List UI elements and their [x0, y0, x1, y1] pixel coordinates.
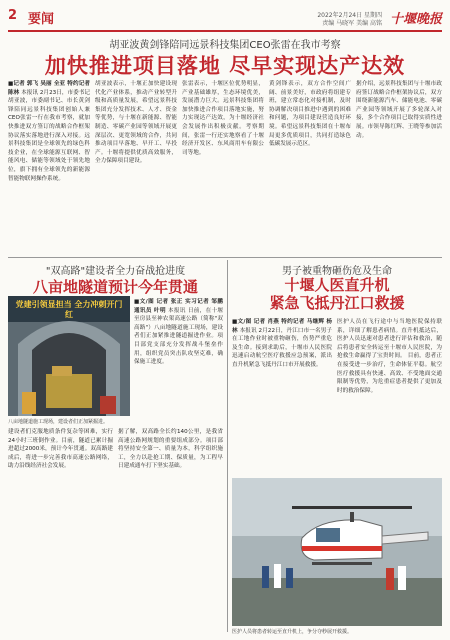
page-header — [8, 8, 442, 28]
helicopter-photo-drawing — [232, 478, 442, 626]
section-name: 要闻 — [28, 12, 55, 27]
story2-byline: ■文/图 记者 张正 实习记者 邹鹏 通讯员 叶明 — [134, 299, 223, 314]
helicopter-rescue-photo — [232, 478, 442, 626]
story3-photo-caption: 医护人员将患者转运至直升机上，争分夺秒展开救援。 — [232, 629, 353, 635]
story1-col1-text: 本报讯 2月23日，市委书记胡亚波，市委副书记、市长黄剑锋陪同远景科技集团创始人兼CEO张雷一行在我市考察，就加快推进双方签订的战略合作框架协议落实落地进行深入对接。远景科技集团是全球领先的绿色科技企业，在全球能源互联网、智能风电、储能等领域处于领先地位，旗下拥有全球领先的新能源智能物联网操作系统。 — [8, 89, 90, 182]
story1-headline: 加快推进项目落地 尽早实现达产达效 — [44, 53, 406, 78]
column-divider — [227, 260, 228, 632]
story3-byline: ■文/图 记者 肖燕 特约记者 马继辉 杨林 — [232, 319, 332, 334]
story1-kicker: 胡亚波黄剑锋陪同远景科技集团CEO张雷在我市考察 — [109, 40, 341, 51]
story2-kicker: "双高路"建设者全力奋战抢进度 — [45, 266, 186, 277]
story3-headline-line1: 十堰人医直升机 — [284, 276, 390, 294]
header-rule — [8, 30, 442, 32]
story3-column-1 — [232, 318, 332, 474]
story2-photo-caption: 八亩地隧道施工现场，建设者们正加紧掘进。 — [8, 419, 109, 425]
story3-col1-text: 本报讯 2月22日，丹江口市一名男子在工地作业时被重物砸伤，伤势严重危及生命。接到求助后，十堰市人民医院迅速启动航空医疗救援应急预案，派出直升机紧急飞抵丹江口市开展救援。 — [232, 327, 332, 368]
story2-col1-text: 本报讯 日前，在十堰至房县至神农架高速公路（简称"双高路"）八亩地隧道施工现场，建设者们正加紧推进隧道掘进作业。项目部党支部充分发挥战斗堡垒作用，组织党员突击队攻坚克难，确保施工进度。 — [134, 307, 223, 366]
story2-column-3: 据了解，双高路全长约140公里，是我省高速公路网规划的重要组成部分。项目部将坚持安全第一、质量为本，科学组织施工，全力以赴抢工期、保质量，为工程早日建成通车打下坚实基础。 — [118, 429, 223, 470]
story3-column-2 — [337, 318, 442, 474]
editor-line: 责编 马晓军 美编 高铭 — [322, 20, 382, 27]
story2-column-1 — [134, 298, 223, 424]
story3-headline — [232, 276, 442, 312]
story3-kicker: 男子被重物砸伤危及生命 — [282, 266, 392, 277]
story1-column-4: 黄剑锋表示，双方合作空间广阔、前景美好，市政府将组建专班，建立常态化对接机制，及时协调解决项目推进中遇到的困难和问题，为项目建设营造良好环境。希望远景科技集团在十堰布局更多优质项目，共同打造绿色低碳发展示范区。 — [269, 81, 351, 148]
page-number: 2 — [8, 8, 18, 23]
story1-byline: ■记者 郭飞 吴丽 全亚 特约记者 陈林 — [8, 81, 90, 96]
story1-column-5: 据介绍，远景科技集团与十堰市政府签订战略合作框架协议后，双方围绕新能源汽车、储能电池、零碳产业园等领域开展了多轮深入对接，多个合作项目已取得实质性进展。市领导陈红辉、王晓等参加活动。 — [356, 81, 442, 139]
story1-column-1 — [8, 80, 90, 254]
story2-headline: 八亩地隧道预计今年贯通 — [32, 278, 198, 296]
story1-column-3: 张雷表示，十堰区位优势明显，产业基础雄厚，生态环境优美，发展潜力巨大。远景科技集团将加快推进合作项目落地实施，努力实现达产达效，为十堰经济社会发展作出积极贡献。考察期间，张雷一行还实地察看了十堰经济开发区、东风商用车有限公司等地。 — [182, 81, 264, 156]
tunnel-construction-photo — [8, 296, 130, 416]
story1-column-2: 胡亚波表示，十堰正加快建设现代化产业体系，推动产业转型升级和高质量发展，希望远景科技集团充分发挥技术、人才、资金等优势，与十堰在新能源、智能制造、零碳产业园等领域开展更深层次、更宽领域的合作，共同推动项目早落地、早开工、早投产。十堰将提供优质高效服务，全力保障项目建设。 — [95, 81, 177, 165]
issue-date: 2022年2月24日 星期四 — [317, 12, 382, 19]
masthead-logo: 十堰晚报 — [389, 12, 442, 27]
story3-col2-text: 医护人员在飞行途中与当地医院保持联系，详细了解患者病情。直升机抵达后，医护人员迅速对患者进行评估和救治，随后将患者安全转运至十堰市人民医院，为抢救生命赢得了宝贵时间。 — [337, 319, 442, 360]
construction-banner: 党建引领显担当 全力冲刺开门红 — [15, 300, 123, 319]
story3-headline-line2: 紧急飞抵丹江口救援 — [269, 294, 405, 312]
story3-col3-text: 目前，患者正在接受进一步治疗，生命体征平稳。航空医疗救援具有快速、高效、不受地面交通限制等优势，为危重症患者提供了更加及时的救治保障。 — [337, 353, 442, 394]
section-divider — [8, 257, 442, 258]
story2-column-2: 建设者们克服地质条件复杂等困难，实行24小时三班倒作业。目前，隧道已累计掘进超过2000米，预计今年贯通。双高路建成后，将进一步完善我市高速公路网络，助力沿线经济社会发展。 — [8, 429, 113, 470]
